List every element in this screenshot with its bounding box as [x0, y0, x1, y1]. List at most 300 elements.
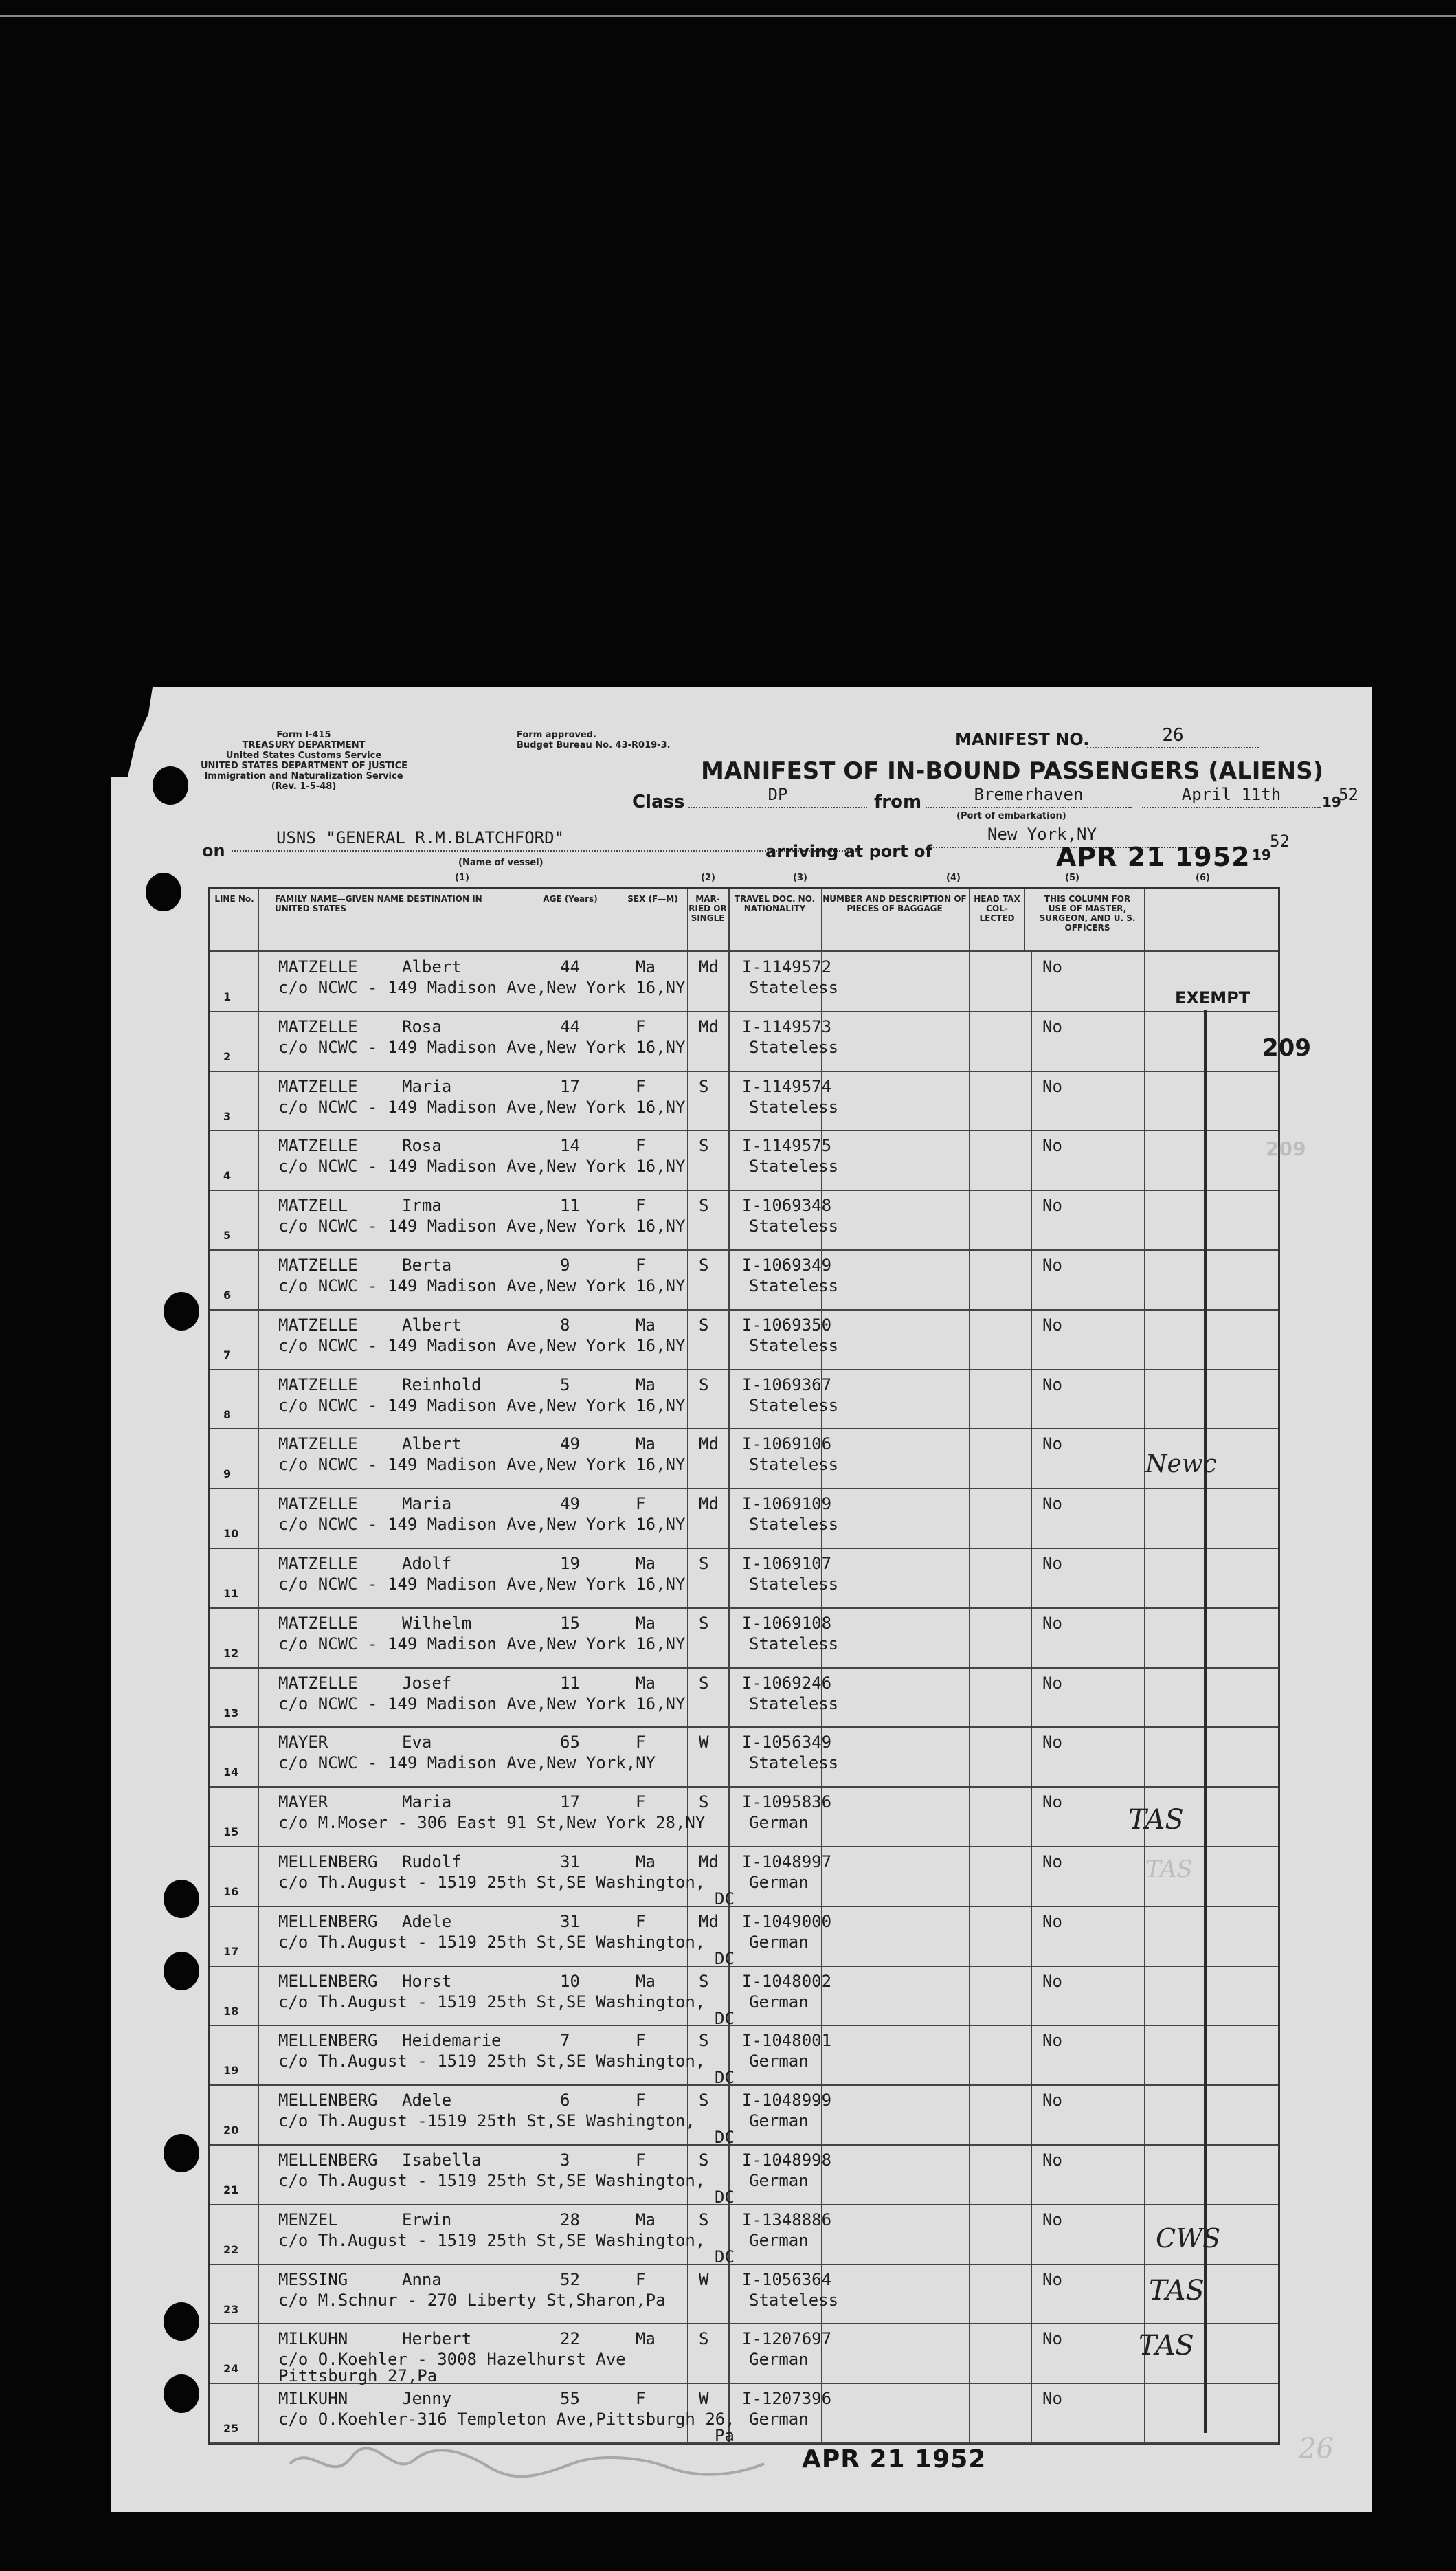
tas-note: TAS: [1128, 1804, 1184, 1836]
destination: c/o NCWC - 149 Madison Ave,New York 16,NY: [278, 1515, 686, 1535]
family-name: MELLENBERG: [278, 2031, 378, 2051]
exempt-stamp: EXEMPT: [1175, 988, 1251, 1008]
given-name: Berta: [402, 1256, 452, 1275]
table-row: [210, 1250, 1278, 1309]
table-row: [210, 2205, 1278, 2267]
sex: Ma: [636, 1613, 656, 1633]
table-row: [210, 1548, 1278, 1607]
destination: c/o NCWC - 149 Madison Ave,New York,NY: [278, 1753, 656, 1773]
destination-cont: Pa: [715, 2426, 735, 2446]
line-number: 7: [223, 1348, 232, 1361]
head-tax: No: [1042, 1971, 1062, 1991]
travel-doc-no: I-1056349: [742, 1733, 832, 1752]
cws-note: CWS: [1156, 2223, 1221, 2253]
nationality: Stateless: [749, 2290, 839, 2310]
destination: c/o NCWC - 149 Madison Ave,New York 16,NY: [278, 1395, 686, 1415]
line-number: 10: [223, 1527, 239, 1541]
head-tax: No: [1042, 1613, 1062, 1633]
given-name: Herbert: [402, 2329, 472, 2349]
nationality: Stateless: [749, 1753, 839, 1773]
table-row: [210, 1012, 1278, 1071]
dept-ins: Immigration and Naturalization Service: [204, 771, 403, 781]
family-name: MATZELLE: [278, 957, 358, 977]
line-number: 21: [223, 2183, 239, 2196]
nationality: German: [749, 1813, 809, 1833]
table-row: [210, 952, 1278, 1011]
travel-doc-no: I-1069349: [742, 1256, 832, 1275]
given-name: Albert: [402, 957, 462, 977]
corner-note: 26: [1299, 2433, 1334, 2464]
marital-status: S: [699, 2150, 709, 2170]
travel-doc-no: I-1048997: [742, 1852, 832, 1871]
nationality: Stateless: [749, 978, 839, 997]
manifest-title: MANIFEST OF IN-BOUND PASSENGERS (ALIENS): [701, 757, 1324, 785]
destination: c/o NCWC - 149 Madison Ave,New York 16,NY: [278, 1037, 686, 1057]
destination: c/o M.Moser - 306 East 91 St,New York 28,NY: [278, 1813, 706, 1833]
destination: c/o NCWC - 149 Madison Ave,New York 16,NY: [278, 1335, 686, 1355]
marital-status: Md: [699, 1434, 719, 1454]
punch-hole: [164, 1292, 199, 1331]
tas-note-faint: TAS: [1145, 1856, 1193, 1883]
travel-doc-no: I-1207396: [742, 2389, 832, 2409]
travel-doc-no: I-1069109: [742, 1494, 832, 1514]
nationality: Stateless: [749, 1455, 839, 1475]
travel-doc-no: I-1048001: [742, 2031, 832, 2051]
sex: F: [636, 2389, 646, 2409]
marital-status: S: [699, 2210, 709, 2229]
travel-doc-no: I-1149575: [742, 1136, 832, 1156]
given-name: Rosa: [402, 1016, 442, 1036]
nationality: Stateless: [749, 1157, 839, 1177]
departure-date: April 11th: [1142, 785, 1321, 808]
given-name: Maria: [402, 1494, 452, 1514]
family-name: MATZELLE: [278, 1494, 358, 1514]
head-tax: No: [1042, 1315, 1062, 1335]
col-header-line: LINE No.: [214, 894, 254, 904]
dept-justice: UNITED STATES DEPARTMENT OF JUSTICE: [201, 761, 408, 771]
line-number: 13: [223, 1706, 239, 1719]
age: 44: [560, 957, 580, 977]
family-name: MATZELLE: [278, 1256, 358, 1275]
travel-doc-no: I-1069350: [742, 1315, 832, 1335]
destination: c/o Th.August -1519 25th St,SE Washington,: [278, 2111, 695, 2131]
line-number: 24: [223, 2362, 239, 2376]
sex: Ma: [636, 1374, 656, 1394]
nationality: Stateless: [749, 1276, 839, 1295]
destination: c/o NCWC - 149 Madison Ave,New York 16,NY: [278, 1276, 686, 1295]
family-name: MATZELLE: [278, 1016, 358, 1036]
sex: Ma: [636, 1673, 656, 1693]
line-number: 20: [223, 2124, 239, 2137]
sex: F: [636, 1911, 646, 1931]
marital-status: Md: [699, 1911, 719, 1931]
tas-note: TAS: [1149, 2275, 1205, 2306]
age: 5: [560, 1374, 570, 1394]
destination: c/o Th.August - 1519 25th St,SE Washington,: [278, 1992, 706, 2012]
nationality: Stateless: [749, 1395, 839, 1415]
col-header-age: AGE (Years): [543, 894, 598, 904]
line-number: 4: [223, 1169, 232, 1183]
family-name: MESSING: [278, 2269, 348, 2289]
destination: c/o NCWC - 149 Madison Ave,New York 16,NY: [278, 1634, 686, 1654]
given-name: Rudolf: [402, 1852, 462, 1871]
head-tax: No: [1042, 957, 1062, 977]
travel-doc-no: I-1048999: [742, 2091, 832, 2111]
family-name: MATZELLE: [278, 1554, 358, 1573]
punch-hole: [164, 1880, 199, 1918]
marital-status: S: [699, 1971, 709, 1991]
travel-doc-no: I-1348886: [742, 2210, 832, 2229]
age: 17: [560, 1792, 580, 1812]
age: 52: [560, 2269, 580, 2289]
age: 49: [560, 1494, 580, 1514]
family-name: MATZELLE: [278, 1136, 358, 1156]
line-number: 1: [223, 990, 232, 1003]
nationality: Stateless: [749, 1693, 839, 1713]
sex: F: [636, 1792, 646, 1812]
table-row: [210, 1966, 1278, 2028]
marital-status: S: [699, 1076, 709, 1096]
table-row: [210, 1190, 1278, 1249]
year-prefix: 19: [1322, 794, 1341, 810]
form-approved: Form approved.: [517, 730, 597, 740]
sex: F: [636, 2031, 646, 2051]
arriving-label: arriving at port of: [765, 842, 932, 861]
age: 28: [560, 2210, 580, 2229]
punch-hole: [164, 2374, 199, 2413]
given-name: Wilhelm: [402, 1613, 472, 1633]
line-number: 18: [223, 2004, 239, 2018]
family-name: MATZELLE: [278, 1613, 358, 1633]
line-number: 19: [223, 2064, 239, 2078]
given-name: Maria: [402, 1076, 452, 1096]
col-header-travel-doc: TRAVEL DOC. NO. NATIONALITY: [734, 894, 816, 913]
line-number: 15: [223, 1825, 239, 1839]
table-row: [210, 1131, 1278, 1190]
vessel-name: USNS "GENERAL R.M.BLATCHFORD": [232, 828, 857, 852]
head-tax: No: [1042, 1733, 1062, 1752]
col-header-baggage: NUMBER AND DESCRIPTION OF PIECES OF BAGGAGE: [822, 894, 967, 913]
col-header-name: FAMILY NAME—GIVEN NAME DESTINATION IN UNITED STATES: [275, 894, 482, 913]
punch-hole: [164, 2302, 199, 2341]
marital-status: W: [699, 1733, 709, 1752]
passenger-table: [208, 887, 1280, 2445]
year-value: 52: [1339, 785, 1358, 804]
sex: F: [636, 1196, 646, 1216]
punch-hole: [164, 1952, 199, 1990]
head-tax: No: [1042, 1554, 1062, 1573]
age: 3: [560, 2150, 570, 2170]
travel-doc-no: I-1069367: [742, 1374, 832, 1394]
destination: c/o Th.August - 1519 25th St,SE Washington,: [278, 2171, 706, 2190]
head-tax: No: [1042, 1911, 1062, 1931]
vessel-caption: (Name of vessel): [458, 858, 544, 868]
family-name: MATZELLE: [278, 1374, 358, 1394]
destination-cont: DC: [715, 2068, 735, 2088]
head-tax: No: [1042, 2329, 1062, 2349]
sex: Ma: [636, 1852, 656, 1871]
punch-hole: [164, 2134, 199, 2172]
table-row: [210, 2324, 1278, 2386]
nationality: German: [749, 2171, 809, 2190]
sex: F: [636, 1733, 646, 1752]
torn-corner: [111, 687, 153, 777]
port-caption: (Port of embarkation): [956, 811, 1066, 821]
table-row: [210, 1489, 1278, 1548]
travel-doc-no: I-1048998: [742, 2150, 832, 2170]
form-number: Form I-415: [276, 730, 331, 740]
given-name: Jenny: [402, 2389, 452, 2409]
arrival-year: 52: [1270, 832, 1290, 851]
family-name: MELLENBERG: [278, 1852, 378, 1871]
arrival-date-stamp: APR 21 1952: [1056, 842, 1251, 872]
family-name: MATZELLE: [278, 1434, 358, 1454]
scan-edge-line: [0, 15, 1456, 17]
head-tax: No: [1042, 1374, 1062, 1394]
family-name: MAYER: [278, 1792, 328, 1812]
given-name: Adele: [402, 1911, 452, 1931]
age: 15: [560, 1613, 580, 1633]
given-name: Adolf: [402, 1554, 452, 1573]
page-number: 209: [1262, 1034, 1311, 1062]
head-tax: No: [1042, 2150, 1062, 2170]
destination: c/o Th.August - 1519 25th St,SE Washington,: [278, 1932, 706, 1952]
head-tax: No: [1042, 1016, 1062, 1036]
line-number: 16: [223, 1885, 239, 1898]
sex: F: [636, 2269, 646, 2289]
head-tax: No: [1042, 1494, 1062, 1514]
table-row: [210, 1787, 1278, 1846]
sex: F: [636, 1136, 646, 1156]
marital-status: W: [699, 2269, 709, 2289]
marital-status: S: [699, 1256, 709, 1275]
family-name: MATZELLE: [278, 1673, 358, 1693]
manifest-sheet: [111, 687, 1372, 2512]
from-label: from: [874, 792, 922, 812]
age: 8: [560, 1315, 570, 1335]
destination: c/o M.Schnur - 270 Liberty St,Sharon,Pa: [278, 2290, 666, 2310]
destination: c/o NCWC - 149 Madison Ave,New York 16,NY: [278, 1455, 686, 1475]
age: 11: [560, 1673, 580, 1693]
age: 10: [560, 1971, 580, 1991]
family-name: MAYER: [278, 1733, 328, 1752]
class-value: DP: [688, 785, 867, 808]
nationality: German: [749, 2230, 809, 2250]
head-tax: No: [1042, 1136, 1062, 1156]
form-revision: (Rev. 1-5-48): [271, 781, 337, 792]
sex: Ma: [636, 1554, 656, 1573]
sex: F: [636, 1494, 646, 1514]
line-number: 5: [223, 1229, 232, 1243]
travel-doc-no: I-1149574: [742, 1076, 832, 1096]
travel-doc-no: I-1149573: [742, 1016, 832, 1036]
travel-doc-no: I-1207697: [742, 2329, 832, 2349]
age: 11: [560, 1196, 580, 1216]
sex: Ma: [636, 1971, 656, 1991]
table-row: [210, 1608, 1278, 1667]
bottom-date-stamp: APR 21 1952: [802, 2445, 987, 2473]
head-tax: No: [1042, 1434, 1062, 1454]
table-row: [210, 1310, 1278, 1369]
given-name: Rosa: [402, 1136, 442, 1156]
table-row: [210, 1906, 1278, 1966]
head-tax: No: [1042, 1852, 1062, 1871]
line-number: 8: [223, 1407, 232, 1421]
age: 19: [560, 1554, 580, 1573]
page-number-faint: 209: [1266, 1137, 1306, 1160]
travel-doc-no: I-1069246: [742, 1673, 832, 1693]
destination-cont: DC: [715, 1889, 735, 1908]
nationality: Stateless: [749, 1335, 839, 1355]
col-header-married: MAR- RIED OR SINGLE: [688, 894, 727, 923]
given-name: Anna: [402, 2269, 442, 2289]
sex: Ma: [636, 2329, 656, 2349]
table-row: [210, 1727, 1278, 1786]
table-row: [210, 1668, 1278, 1727]
age: 7: [560, 2031, 570, 2051]
nationality: German: [749, 1873, 809, 1892]
given-name: Albert: [402, 1434, 462, 1454]
given-name: Maria: [402, 1792, 452, 1812]
arrival-year-prefix: 19: [1252, 847, 1271, 863]
line-number: 6: [223, 1289, 232, 1302]
budget-bureau: Budget Bureau No. 43-R019-3.: [517, 740, 671, 750]
line-number: 9: [223, 1467, 232, 1481]
family-name: MATZELL: [278, 1196, 348, 1216]
given-name: Reinhold: [402, 1374, 482, 1394]
manifest-no-value: 26: [1087, 725, 1259, 748]
nationality: Stateless: [749, 1574, 839, 1594]
embarkation-port: Bremerhaven: [926, 785, 1132, 808]
destination: c/o NCWC - 149 Madison Ave,New York 16,NY: [278, 1574, 686, 1594]
sex: Ma: [636, 957, 656, 977]
nationality: German: [749, 1932, 809, 1952]
family-name: MELLENBERG: [278, 2091, 378, 2111]
table-row: [210, 1071, 1278, 1131]
travel-doc-no: I-1056364: [742, 2269, 832, 2289]
marital-status: S: [699, 1136, 709, 1156]
sex: F: [636, 1256, 646, 1275]
col-number-5: (5): [1065, 873, 1079, 883]
age: 65: [560, 1733, 580, 1752]
table-row: [210, 2085, 1278, 2148]
manifest-no-label: MANIFEST NO.: [955, 730, 1090, 749]
given-name: Albert: [402, 1315, 462, 1335]
marital-status: S: [699, 1196, 709, 1216]
head-tax: No: [1042, 1196, 1062, 1216]
travel-doc-no: I-1069106: [742, 1434, 832, 1454]
col-header-sex: SEX (F—M): [627, 894, 678, 904]
family-name: MILKUHN: [278, 2329, 348, 2349]
table-row: [210, 2264, 1278, 2324]
given-name: Erwin: [402, 2210, 452, 2229]
head-tax: No: [1042, 1792, 1062, 1812]
destination: c/o NCWC - 149 Madison Ave,New York 16,NY: [278, 1693, 686, 1713]
marital-status: S: [699, 1374, 709, 1394]
age: 44: [560, 1016, 580, 1036]
age: 31: [560, 1911, 580, 1931]
nationality: Stateless: [749, 1097, 839, 1117]
col-number-6: (6): [1196, 873, 1210, 883]
sex: Ma: [636, 1434, 656, 1454]
family-name: MELLENBERG: [278, 1971, 378, 1991]
nationality: Stateless: [749, 1037, 839, 1057]
head-tax: No: [1042, 1256, 1062, 1275]
travel-doc-no: I-1069108: [742, 1613, 832, 1633]
family-name: MELLENBERG: [278, 1911, 378, 1931]
sex: F: [636, 2091, 646, 2111]
col-number-1: (1): [455, 873, 469, 883]
nationality: German: [749, 1992, 809, 2012]
tas-note: TAS: [1139, 2330, 1194, 2361]
marital-status: Md: [699, 1494, 719, 1514]
travel-doc-no: I-1048002: [742, 1971, 832, 1991]
marital-status: S: [699, 2031, 709, 2051]
marital-status: S: [699, 1315, 709, 1335]
destination-cont: DC: [715, 1948, 735, 1968]
given-name: Heidemarie: [402, 2031, 502, 2051]
sex: Ma: [636, 1315, 656, 1335]
form-agency-block: [201, 730, 407, 792]
destination-cont: DC: [715, 2247, 735, 2267]
line-number: 3: [223, 1109, 232, 1123]
age: 55: [560, 2389, 580, 2409]
given-name: Adele: [402, 2091, 452, 2111]
table-row: [210, 1370, 1278, 1429]
given-name: Irma: [402, 1196, 442, 1216]
given-name: Horst: [402, 1971, 452, 1991]
given-name: Eva: [402, 1733, 432, 1752]
form-approval: [517, 730, 671, 750]
age: 6: [560, 2091, 570, 2111]
on-label: on: [202, 841, 225, 860]
marital-status: Md: [699, 1016, 719, 1036]
nationality: German: [749, 2051, 809, 2071]
age: 14: [560, 1136, 580, 1156]
nationality: Stateless: [749, 1216, 839, 1236]
given-name: Josef: [402, 1673, 452, 1693]
head-tax: No: [1042, 1673, 1062, 1693]
table-row: [210, 2145, 1278, 2207]
destination: c/o O.Koehler-316 Templeton Ave,Pittsburgh 26,: [278, 2409, 735, 2429]
marital-status: S: [699, 1792, 709, 1812]
table-row: [210, 2383, 1278, 2446]
col-header-officers: THIS COLUMN FOR USE OF MASTER, SURGEON, AND U. S. OFFICERS: [1039, 894, 1136, 933]
arrival-port: New York,NY: [926, 825, 1200, 848]
travel-doc-no: I-1069348: [742, 1196, 832, 1216]
line-number: 2: [223, 1049, 232, 1063]
marital-status: S: [699, 2329, 709, 2349]
sex: F: [636, 1076, 646, 1096]
sex: F: [636, 2150, 646, 2170]
nationality: Stateless: [749, 1634, 839, 1654]
nationality: German: [749, 2350, 809, 2370]
destination-cont: Pittsburgh 27,Pa: [278, 2366, 438, 2386]
head-tax: No: [1042, 1076, 1062, 1096]
marital-status: Md: [699, 957, 719, 977]
nationality: Stateless: [749, 1515, 839, 1535]
line-number: 25: [223, 2422, 239, 2436]
line-number: 22: [223, 2242, 239, 2256]
col-number-3: (3): [793, 873, 807, 883]
head-tax: No: [1042, 2210, 1062, 2229]
family-name: MELLENBERG: [278, 2150, 378, 2170]
marital-status: Md: [699, 1852, 719, 1871]
destination-cont: DC: [715, 2008, 735, 2028]
officer-check-line: [1204, 1010, 1207, 2433]
travel-doc-no: I-1149572: [742, 957, 832, 977]
marital-status: S: [699, 1554, 709, 1573]
